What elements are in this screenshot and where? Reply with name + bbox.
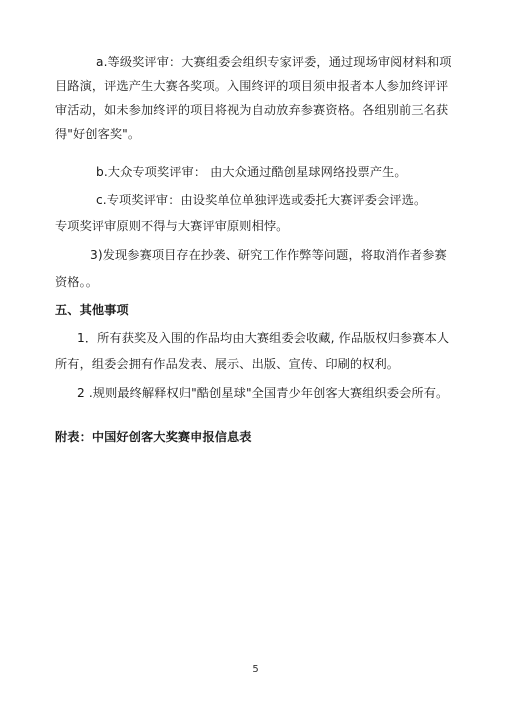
disqualification-line-1: 3)发现参赛项目存在抄袭、研究工作作弊等问题，将取消作者参赛 [90, 248, 447, 262]
section-heading-other-matters: 五、其他事项 [55, 303, 129, 317]
award-criteria-line-4: 得"好创客奖"。 [55, 127, 141, 141]
special-award-line: c.专项奖评审：由设奖单位单独评选或委托大赛评委会评选。 [96, 193, 427, 207]
copyright-line-1: 1．所有获奖及入围的作品均由大赛组委会收藏, 作品版权归参赛本人 [77, 331, 450, 345]
interpretation-rights-line: 2 .规则最终解释权归"酷创星球"全国青少年创客大赛组织委会所有。 [77, 386, 449, 400]
award-criteria-line-1: a.等级奖评审：大赛组委会组织专家评委，通过现场审阅材料和项 [96, 55, 452, 69]
disqualification-line-2: 资格。。 [55, 275, 99, 289]
appendix-title: 附表：中国好创客大奖赛申报信息表 [55, 430, 252, 444]
special-award-principle-line: 专项奖评审原则不得与大赛评审原则相悖。 [55, 219, 289, 233]
award-criteria-line-3: 审活动，如未参加终评的项目将视为自动放弃参赛资格。各组别前三名获 [55, 103, 449, 117]
page-number: 5 [252, 664, 259, 675]
award-criteria-line-2: 目路演，评选产生大赛各奖项。入围终评的项目须申报者本人参加终评评 [55, 79, 449, 93]
public-vote-line: b.大众专项奖评审： 由大众通过酷创星球网络投票产生。 [96, 165, 407, 179]
copyright-line-2: 所有，组委会拥有作品发表、展示、出版、宣传、印刷的权利。 [55, 357, 400, 371]
